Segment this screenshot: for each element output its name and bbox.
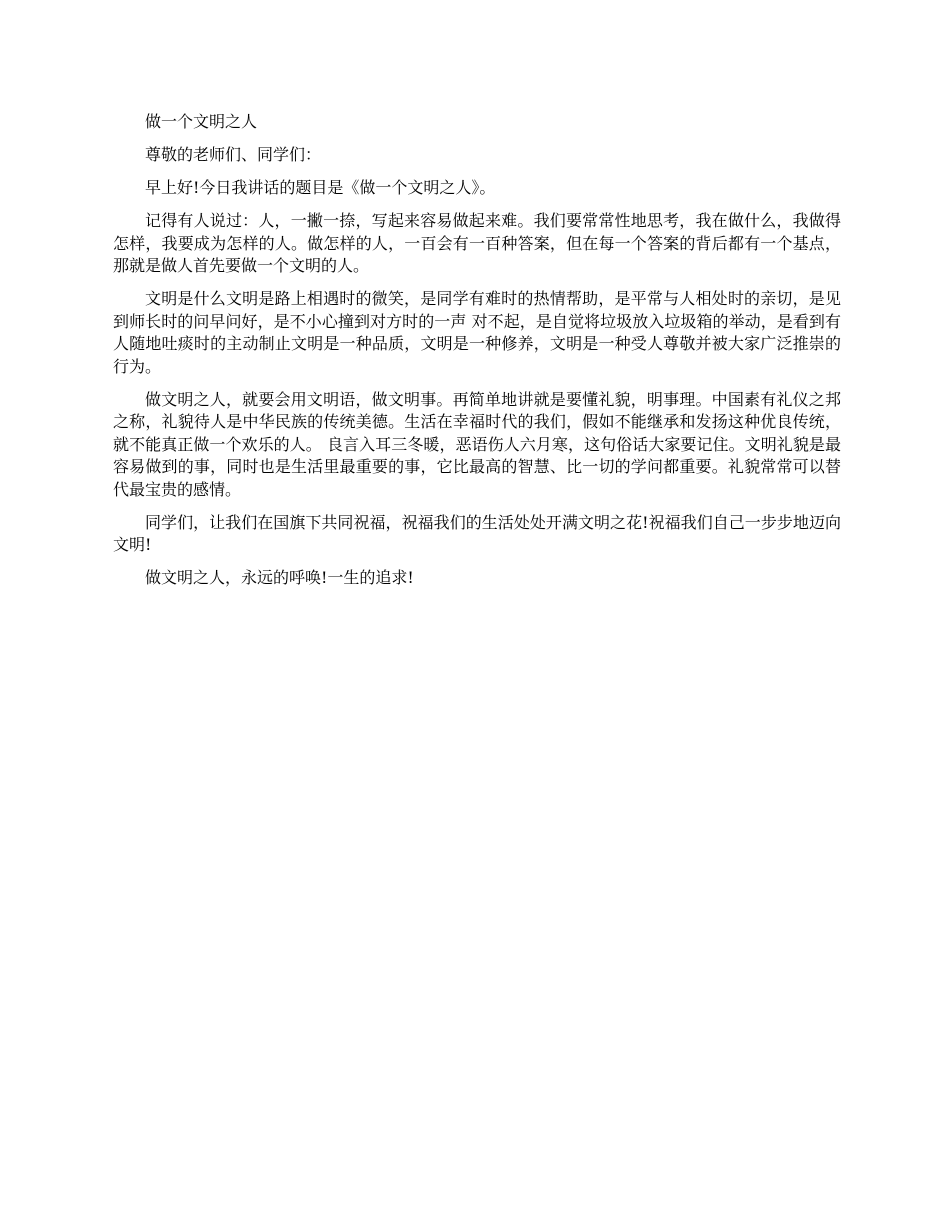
body-paragraph: 记得有人说过：人，一撇一捺，写起来容易做起来难。我们要常常性地思考，我在做什么，我做得怎样，我要成为怎样的人。做怎样的人，一百会有一百种答案，但在每一个答案的背后都有一个基点，那就是做人首先要做一个文明的人。 — [113, 211, 841, 275]
body-paragraph: 文明是什么文明是路上相遇时的微笑，是同学有难时的热情帮助，是平常与人相处时的亲切，是见到师长时的问早问好，是不小心撞到对方时的一声 对不起，是自觉将垃圾放入垃圾箱的举动，是看到有人随地吐痰时的主动制止文明是一种品质，文明是一种修养，文明是一种受人尊敬并被大家广泛推崇的行为。 — [113, 289, 841, 376]
document-title: 做一个文明之人 — [145, 112, 258, 131]
salutation-paragraph: 尊敬的老师们、同学们： — [145, 145, 322, 164]
greeting-paragraph: 早上好!今日我讲话的题目是《做一个文明之人》。 — [145, 178, 496, 197]
closing-paragraph: 做文明之人，永远的呼唤!一生的追求! — [145, 568, 414, 587]
document-body — [113, 111, 841, 600]
body-paragraph: 做文明之人，就要会用文明语，做文明事。再简单地讲就是要懂礼貌，明事理。中国素有礼仪之邦之称，礼貌待人是中华民族的传统美德。生活在幸福时代的我们，假如不能继承和发扬这种优良传统，就不能真正做一个欢乐的人。 良言入耳三冬暖，恶语伤人六月寒，这句俗话大家要记住。文明礼貌是最容易做到的事，同时也是生活里最重要的事，它比最高的智慧、比一切的学问都重要。礼貌常常可以替代最宝贵的感情。 — [113, 389, 841, 499]
body-paragraph: 同学们，让我们在国旗下共同祝福，祝福我们的生活处处开满文明之花!祝福我们自己一步步地迈向文明! — [113, 512, 841, 554]
